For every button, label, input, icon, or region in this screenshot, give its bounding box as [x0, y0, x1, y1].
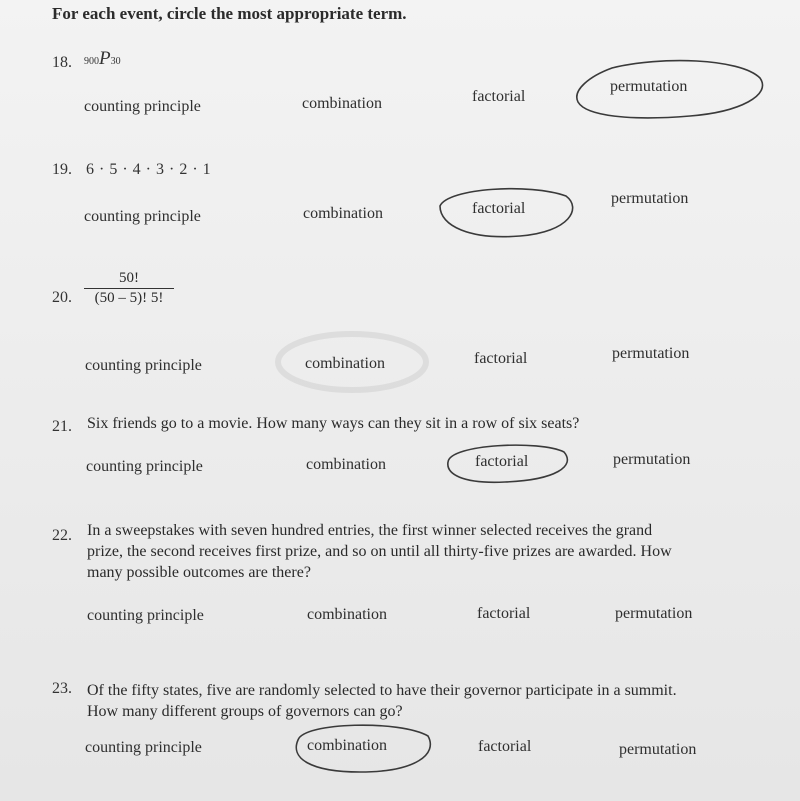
- question-19-expression: 6 · 5 · 4 · 3 · 2 · 1: [86, 161, 211, 178]
- q22-option-counting-principle[interactable]: counting principle: [87, 607, 204, 624]
- q20-option-combination[interactable]: combination: [305, 355, 385, 372]
- q18-option-combination[interactable]: combination: [302, 95, 382, 112]
- question-22-text: [87, 520, 672, 583]
- q20-option-permutation[interactable]: permutation: [612, 345, 690, 362]
- q23-option-permutation[interactable]: permutation: [619, 741, 697, 758]
- q22-option-permutation[interactable]: permutation: [615, 605, 693, 622]
- question-23-text: [87, 680, 677, 722]
- question-20-number: 20.: [52, 289, 72, 306]
- q21-option-factorial[interactable]: factorial: [475, 453, 529, 470]
- q18-option-counting-principle[interactable]: counting principle: [84, 98, 201, 115]
- question-21-number: 21.: [52, 418, 72, 435]
- question-22-number: 22.: [52, 527, 72, 544]
- question-23-line-1: Of the fifty states, five are randomly selected to have their governor participate in a summit.: [87, 682, 677, 699]
- q18-option-factorial[interactable]: factorial: [472, 88, 526, 105]
- q22-option-combination[interactable]: combination: [307, 606, 387, 623]
- q23-option-factorial[interactable]: factorial: [478, 738, 532, 755]
- question-18-expression: [84, 48, 121, 70]
- q21-option-permutation[interactable]: permutation: [613, 451, 691, 468]
- perm-letter: P: [99, 48, 111, 69]
- perm-r: 30: [110, 56, 121, 67]
- question-22-line-2: prize, the second receives first prize, and so on until all thirty-five prizes are awarded. How: [87, 543, 672, 560]
- question-18-number: 18.: [52, 54, 72, 71]
- q20-option-counting-principle[interactable]: counting principle: [85, 357, 202, 374]
- q21-option-combination[interactable]: combination: [306, 456, 386, 473]
- q22-option-factorial[interactable]: factorial: [477, 605, 531, 622]
- question-23-line-2: How many different groups of governors can go?: [87, 703, 403, 720]
- fraction-bar: [84, 288, 174, 289]
- q23-option-counting-principle[interactable]: counting principle: [85, 739, 202, 756]
- instructions: For each event, circle the most appropriate term.: [52, 4, 407, 23]
- q20-option-factorial[interactable]: factorial: [474, 350, 528, 367]
- q23-option-combination[interactable]: combination: [307, 737, 387, 754]
- q18-option-permutation[interactable]: permutation: [610, 78, 688, 95]
- q21-option-counting-principle[interactable]: counting principle: [86, 458, 203, 475]
- question-22-line-1: In a sweepstakes with seven hundred entries, the first winner selected receives the grand: [87, 522, 653, 539]
- perm-n: 900: [84, 56, 99, 67]
- question-22-line-3: many possible outcomes are there?: [87, 564, 311, 581]
- fraction-denominator: (50 – 5)! 5!: [94, 290, 164, 306]
- q19-option-factorial[interactable]: factorial: [472, 200, 526, 217]
- fraction-numerator: 50!: [119, 270, 139, 286]
- question-23-number: 23.: [52, 680, 72, 697]
- q19-option-counting-principle[interactable]: counting principle: [84, 208, 201, 225]
- question-19-number: 19.: [52, 161, 72, 178]
- question-20-fraction: [84, 270, 174, 307]
- q19-option-combination[interactable]: combination: [303, 205, 383, 222]
- question-21-text: Six friends go to a movie. How many ways can they sit in a row of six seats?: [87, 415, 580, 432]
- q19-option-permutation[interactable]: permutation: [611, 190, 689, 207]
